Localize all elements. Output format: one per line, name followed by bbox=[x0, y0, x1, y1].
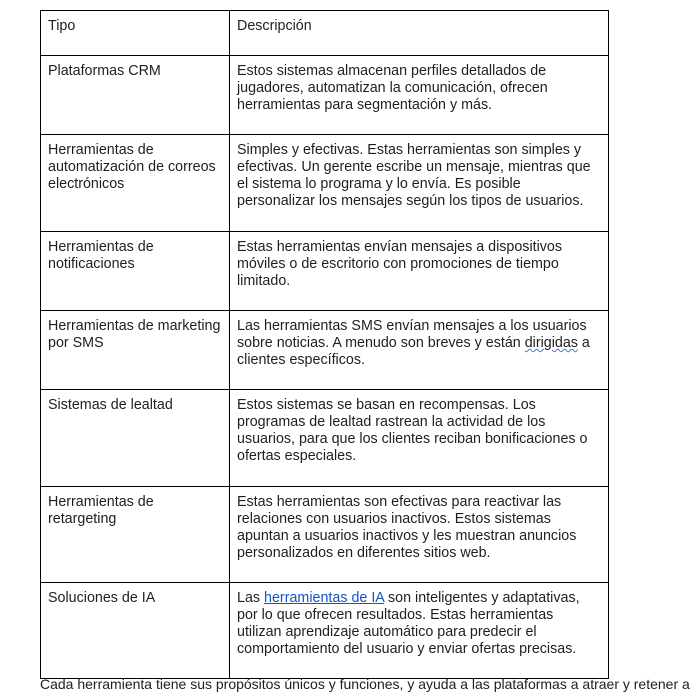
cell-descripcion: Estos sistemas almacenan perfiles detallados de jugadores, automatizan la comunicación, ofrecen herramientas para segmentación y más. bbox=[230, 56, 609, 135]
cell-tipo: Herramientas de marketing por SMS bbox=[41, 311, 230, 390]
desc-text-b: son inteligentes y adaptativas, por lo que ofrecen resultados. Estas herramientas utilizan aprendizaje automático para predecir el comportamiento del usuario y enviar ofertas precisas. bbox=[237, 590, 580, 657]
cell-descripcion: Estas herramientas envían mensajes a dispositivos móviles o de escritorio con promociones de tiempo limitado. bbox=[230, 232, 609, 311]
table-row bbox=[41, 390, 609, 487]
tools-table bbox=[40, 10, 609, 679]
cell-tipo: Herramientas de notificaciones bbox=[41, 232, 230, 311]
cell-descripcion: Estas herramientas son efectivas para reactivar las relaciones con usuarios inactivos. Estos sistemas apuntan a usuarios inactivos y les muestran anuncios personalizados en diferentes sitios web. bbox=[230, 487, 609, 583]
table-row bbox=[41, 311, 609, 390]
cell-descripcion bbox=[230, 583, 609, 679]
cell-descripcion: Estos sistemas se basan en recompensas. Los programas de lealtad rastrean la actividad de los usuarios, para que los clientes reciban bonificaciones o ofertas especiales. bbox=[230, 390, 609, 487]
ai-tools-link[interactable]: herramientas de IA bbox=[264, 590, 385, 606]
header-tipo: Tipo bbox=[41, 11, 230, 56]
cell-tipo: Sistemas de lealtad bbox=[41, 390, 230, 487]
header-descripcion: Descripción bbox=[230, 11, 609, 56]
cell-tipo: Herramientas de retargeting bbox=[41, 487, 230, 583]
cell-tipo: Plataformas CRM bbox=[41, 56, 230, 135]
desc-text-a: Las herramientas SMS envían mensajes a los usuarios sobre noticias. A menudo son breves y están bbox=[237, 318, 587, 351]
footer-text-partial: Cada herramienta tiene sus propósitos únicos y funciones, y ayuda a las plataformas a atraer y retener a bbox=[40, 676, 690, 692]
cell-descripcion bbox=[230, 311, 609, 390]
cell-tipo: Herramientas de automatización de correos electrónicos bbox=[41, 135, 230, 232]
table-row bbox=[41, 232, 609, 311]
table-row bbox=[41, 487, 609, 583]
desc-text-b: a clientes específicos. bbox=[237, 335, 590, 368]
spellcheck-word: dirigidas bbox=[524, 335, 578, 351]
table-row bbox=[41, 135, 609, 232]
desc-text-a: Las bbox=[237, 590, 265, 606]
cell-tipo: Soluciones de IA bbox=[41, 583, 230, 679]
table-header-row bbox=[41, 11, 609, 56]
table-row bbox=[41, 56, 609, 135]
cell-descripcion: Simples y efectivas. Estas herramientas son simples y efectivas. Un gerente escribe un mensaje, mientras que el sistema lo programa y lo envía. Es posible personalizar los mensajes según los tipos de usuarios. bbox=[230, 135, 609, 232]
table-row bbox=[41, 583, 609, 679]
